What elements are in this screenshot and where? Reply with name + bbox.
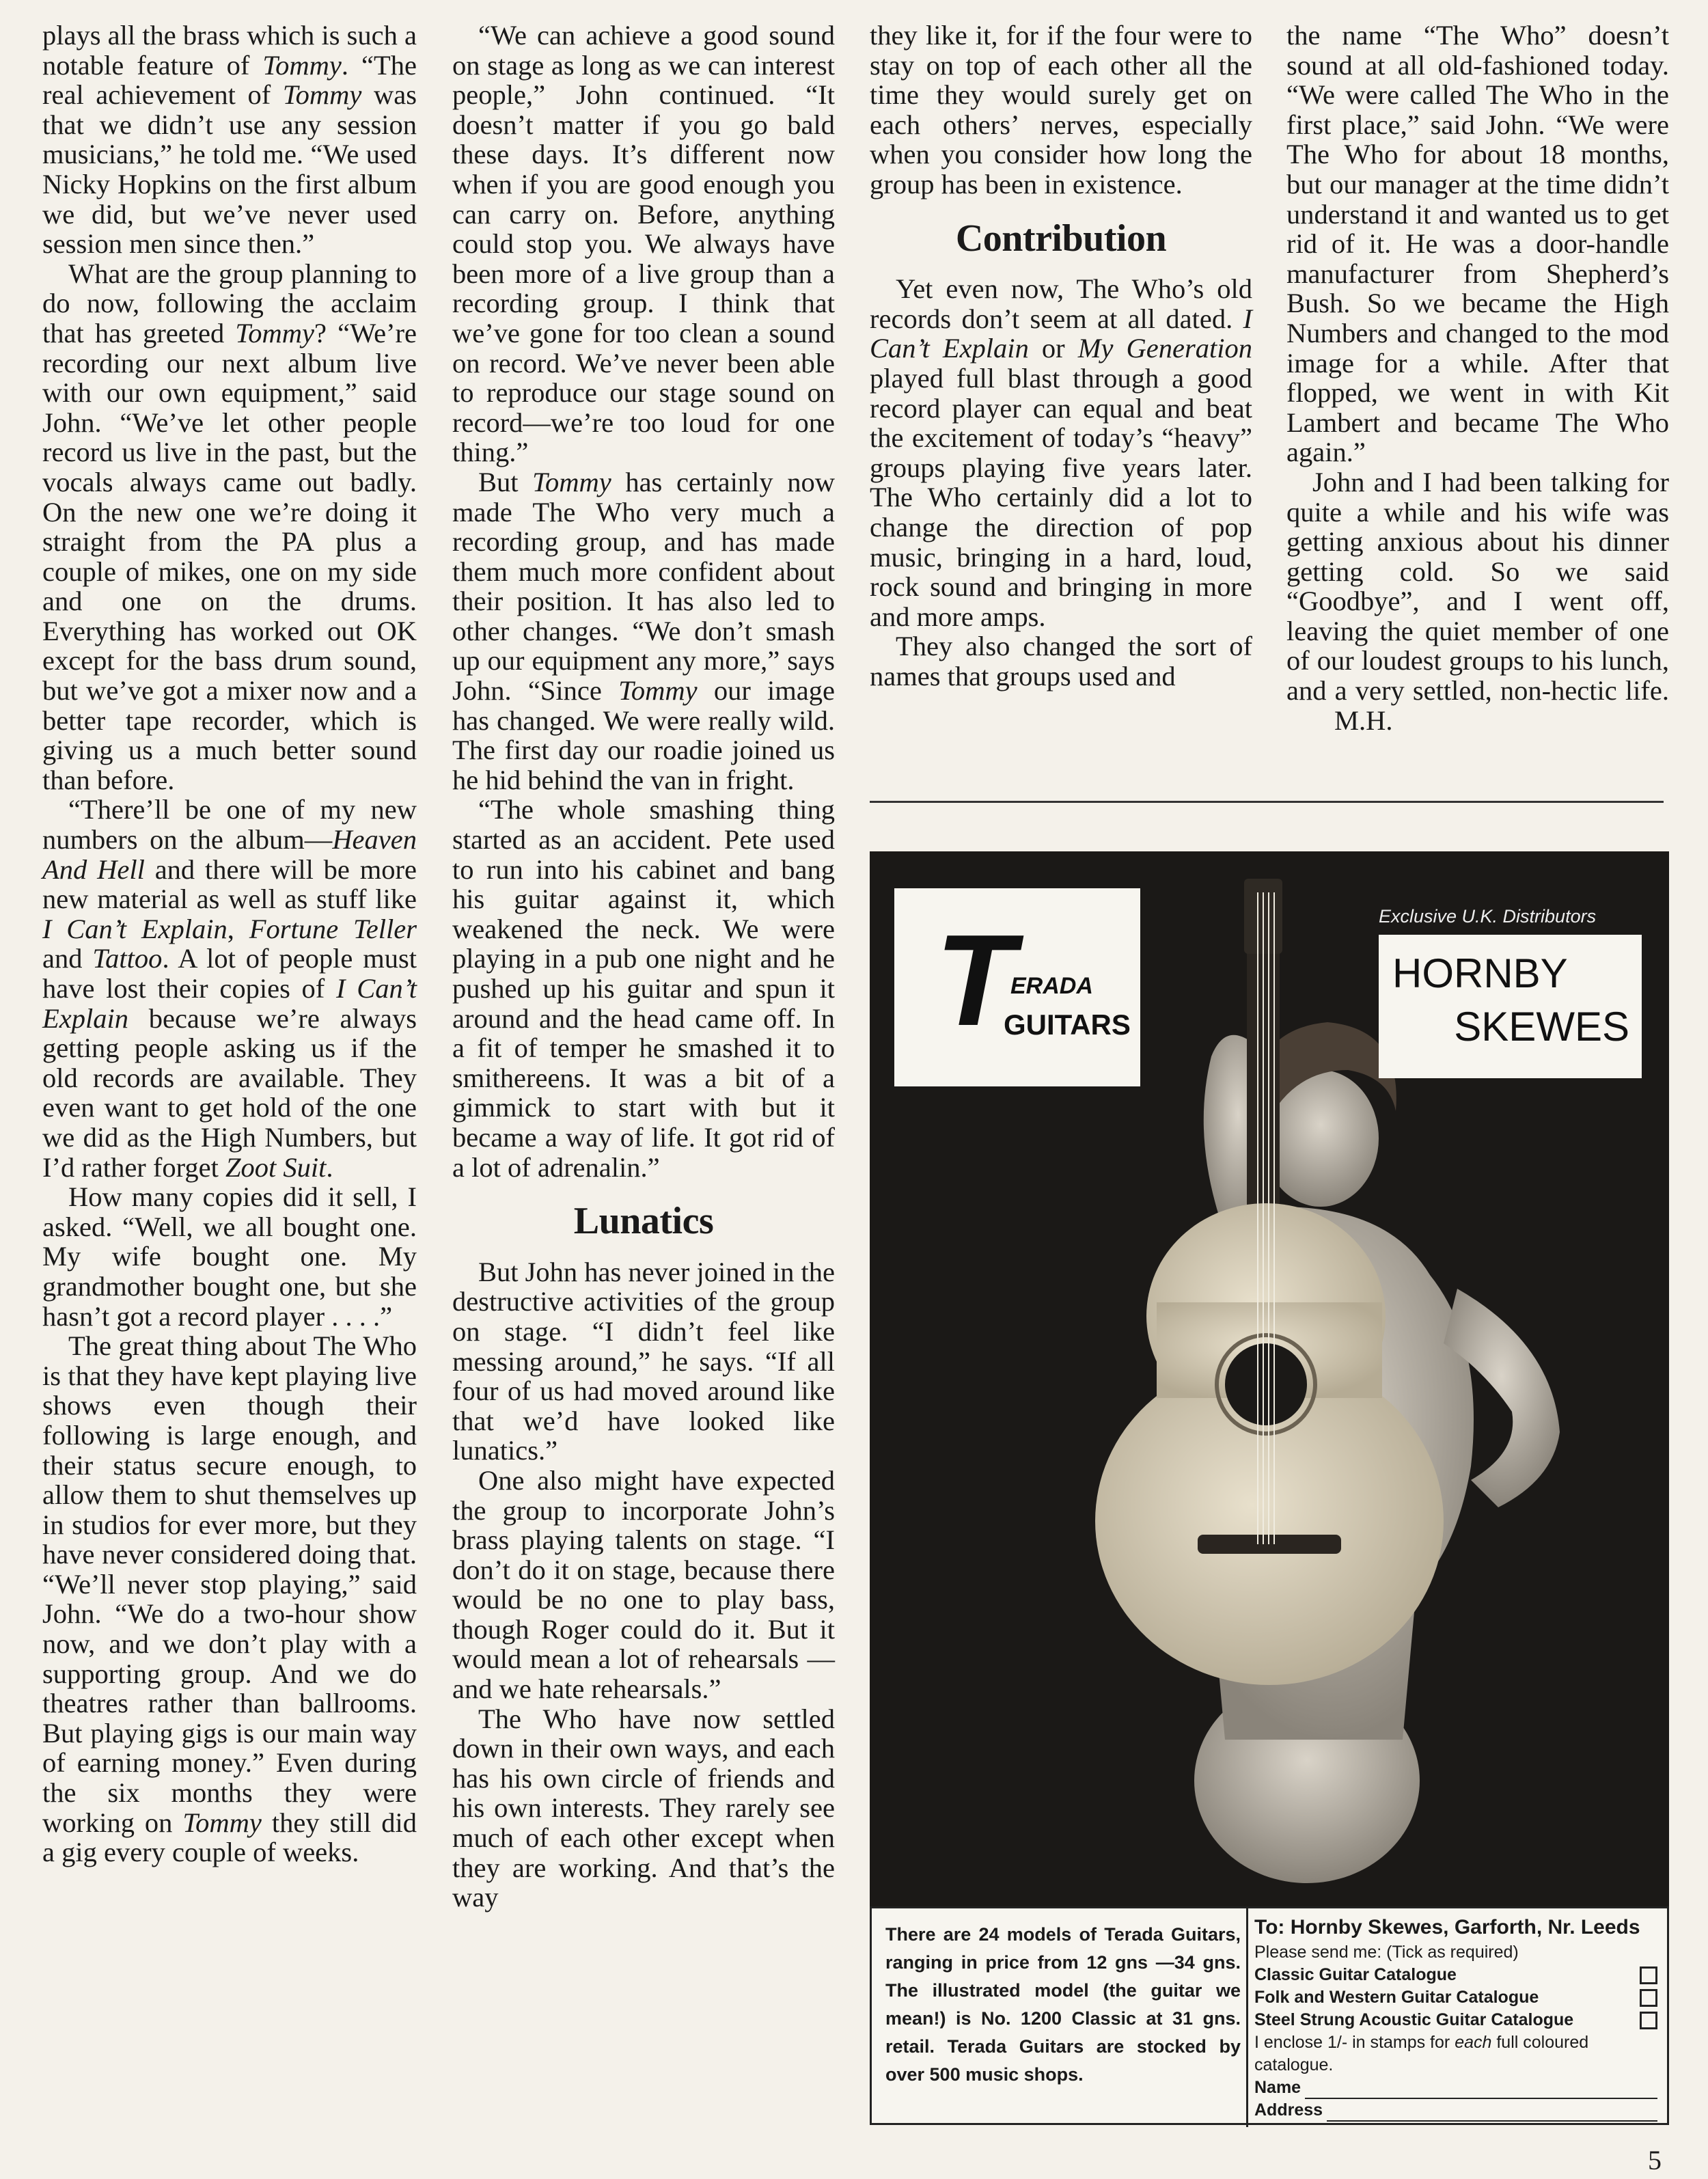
- catalogue-option[interactable]: Classic Guitar Catalogue: [1254, 1964, 1657, 1986]
- address-field[interactable]: Address: [1254, 2099, 1657, 2122]
- paragraph: Yet even now, The Who’s old records don’t seem at all dated. I Can’t Explain or My Generation played full blast through a good record player can equal and beat the excitement of today’s “heavy” groups playing five years later. The Who certainly did a lot to change the direction of pop music, bringing in a hard, loud, rock sound and bringing in more and more amps.: [870, 273, 1252, 632]
- article-column-3: [870, 20, 1252, 691]
- article-column-4: [1286, 20, 1669, 735]
- paragraph: They also changed the sort of names that groups used and: [870, 631, 1252, 691]
- subheading-contribution: Contribution: [955, 217, 1167, 260]
- coupon-enclose-note: I enclose 1/- in stamps for each full coloured catalogue.: [1254, 2033, 1589, 2074]
- catalogue-option[interactable]: Steel Strung Acoustic Guitar Catalogue: [1254, 2009, 1657, 2031]
- paragraph: plays all the brass which is such a notable feature of Tommy. “The real achievement of Tommy was that we didn’t use any session musicians,” he told me. “We used Nicky Hopkins on the first album we did, but we’ve never used session men since then.”: [42, 20, 417, 260]
- name-field[interactable]: Name: [1254, 2077, 1657, 2099]
- paragraph: “We can achieve a good sound on stage as long as we can interest people,” John continued. “It doesn’t matter if you go bald these days. It’s different now when if you are good enough you can carry on. Before, anything could stop you. We always have been more of a live group than a recording group. I think that we’ve gone for too clean a sound on record. We’ve never been able to reproduce our stage sound on record—we’re too loud for one thing.”: [452, 20, 835, 468]
- distributor-name-line-2: SKEWES: [1454, 1004, 1629, 1050]
- tick-box[interactable]: [1640, 2012, 1657, 2029]
- distributor-tag: Exclusive U.K. Distributors: [1379, 906, 1597, 927]
- tick-box[interactable]: [1640, 1989, 1657, 2007]
- paragraph: The Who have now settled down in their own ways, and each has his own circle of friends and his own interests. They rarely see much of each other except when they are working. And that’s the way: [452, 1703, 835, 1913]
- paragraph: But Tommy has certainly now made The Who very much a recording group, and has made them much more confident about their position. It has also led to other changes. “We don’t smash up our equipment any more,” says John. “Since Tommy our image has changed. We were really wild. The first day our roadie joined us he hid behind the van in fright.: [452, 466, 836, 795]
- paragraph: One also might have expected the group to incorporate John’s brass playing talents on stage. “I don’t do it on stage, because there would be no one to play bass, though Roger could do it. But it would mean a lot of rehearsals —and we hate rehearsals.”: [452, 1464, 835, 1705]
- paragraph: How many copies did it sell, I asked. “Well, we all bought one. My wife bought one. My grandmother bought one, but she hasn’t got a record player . . . .”: [42, 1181, 417, 1332]
- paragraph: “The whole smashing thing started as an accident. Pete used to run into his cabinet and bang his guitar against it, which weakened the neck. We were playing in a pub one night and he pushed up his guitar and spun it around and the head came off. In a fit of temper he smashed it to smithereens. It was a bit of a gimmick to start with but it became a way of life. It got rid of a lot of adrenalin.”: [452, 794, 835, 1183]
- paragraph: John and I had been talking for quite a while and his wife was getting anxious about his dinner getting cold. So we said “Goodbye”, and I went off, leaving the quiet member of one of our loudest groups to his lunch, and a very settled, non-hectic life.M.H.: [1286, 466, 1669, 736]
- page-number: 5: [1648, 2145, 1662, 2176]
- subheading-lunatics: Lunatics: [573, 1200, 714, 1243]
- article-column-2: [452, 20, 835, 1913]
- paragraph: The great thing about The Who is that they have kept playing live shows even though their following is large enough, and their status secure enough, to allow them to shut themselves up in studios for ever more, but they have never considered doing that. “We’ll never stop playing,” said John. “We do a two-hour show now, and we don’t play with a supporting group. And we do theatres rather than ballrooms. But playing gigs is our main way of earning money.” Even during the six months they were working on Tommy they still did a gig every couple of weeks.: [42, 1330, 417, 1868]
- coupon-divider: [1246, 1908, 1248, 2127]
- terada-guitars-advert: [870, 851, 1669, 1906]
- paragraph: the name “The Who” doesn’t sound at all old-fashioned today. “We were called The Who in the first place,” said John. “We were The Who for about 18 months, but our manager at the time didn’t understand it and wanted us to get rid of it. He was a door-handle manufacturer from Shepherd’s Bush. So we became the High Numbers and changed to the mod image for a while. After that flopped, we went in with Kit Lambert and became The Who again.”: [1286, 20, 1669, 468]
- advert-copy-panel: [870, 1906, 1669, 2125]
- author-initials: M.H.: [1334, 704, 1393, 736]
- distributor-box: [1379, 935, 1642, 1078]
- coupon-address: To: Hornby Skewes, Garforth, Nr. Leeds: [1254, 1916, 1640, 1938]
- paragraph: they like it, for if the four were to stay on top of each other all the time they would surely get on each others’ nerves, especially when you consider how long the group has been in existence.: [870, 20, 1252, 200]
- coupon-instruction: Please send me: (Tick as required): [1254, 1943, 1519, 1962]
- advert-copy: There are 24 models of Terada Guitars, ranging in price from 12 gns —34 gns. The illustrated model (the guitar we mean!) is No. 1200 Classic at 31 gns. retail. Terada Guitars are stocked by over 500 music shops.: [885, 1924, 1241, 2085]
- paragraph: What are the group planning to do now, following the acclaim that has greeted Tommy? “We’re recording our next album live with our own equipment,” said John. “We’ve let other people record us live in the past, but the vocals always came out badly. On the new one we’re doing it straight from the PA plus a couple of mikes, one on my side and one on the drums. Everything has worked out OK except for the bass drum sound, but we’ve got a mixer now and a better tape recorder, which is giving us a much better sound than before.: [42, 258, 417, 795]
- divider-rule: [870, 801, 1664, 803]
- distributor-name-line-1: HORNBY: [1392, 950, 1568, 996]
- terada-logo: T ERADA GUITARS: [894, 888, 1140, 1086]
- tick-box[interactable]: [1640, 1966, 1657, 1984]
- order-coupon: [1254, 1914, 1657, 2122]
- article-column-1: [42, 20, 417, 1867]
- paragraph: “There’ll be one of my new numbers on the album—Heaven And Hell and there will be more new material as well as stuff like I Can’t Explain, Fortune Teller and Tattoo. A lot of people must have lost their copies of I Can’t Explain because we’re always getting people asking us if the old records are available. They even want to get hold of the one we did as the High Numbers, but I’d rather forget Zoot Suit.: [42, 794, 417, 1183]
- catalogue-option[interactable]: Folk and Western Guitar Catalogue: [1254, 1986, 1657, 2009]
- paragraph: But John has never joined in the destructive activities of the group on stage. “I didn’t feel like messing around,” he says. “If all four of us had moved around like that we’d have looked like lunatics.”: [452, 1256, 835, 1466]
